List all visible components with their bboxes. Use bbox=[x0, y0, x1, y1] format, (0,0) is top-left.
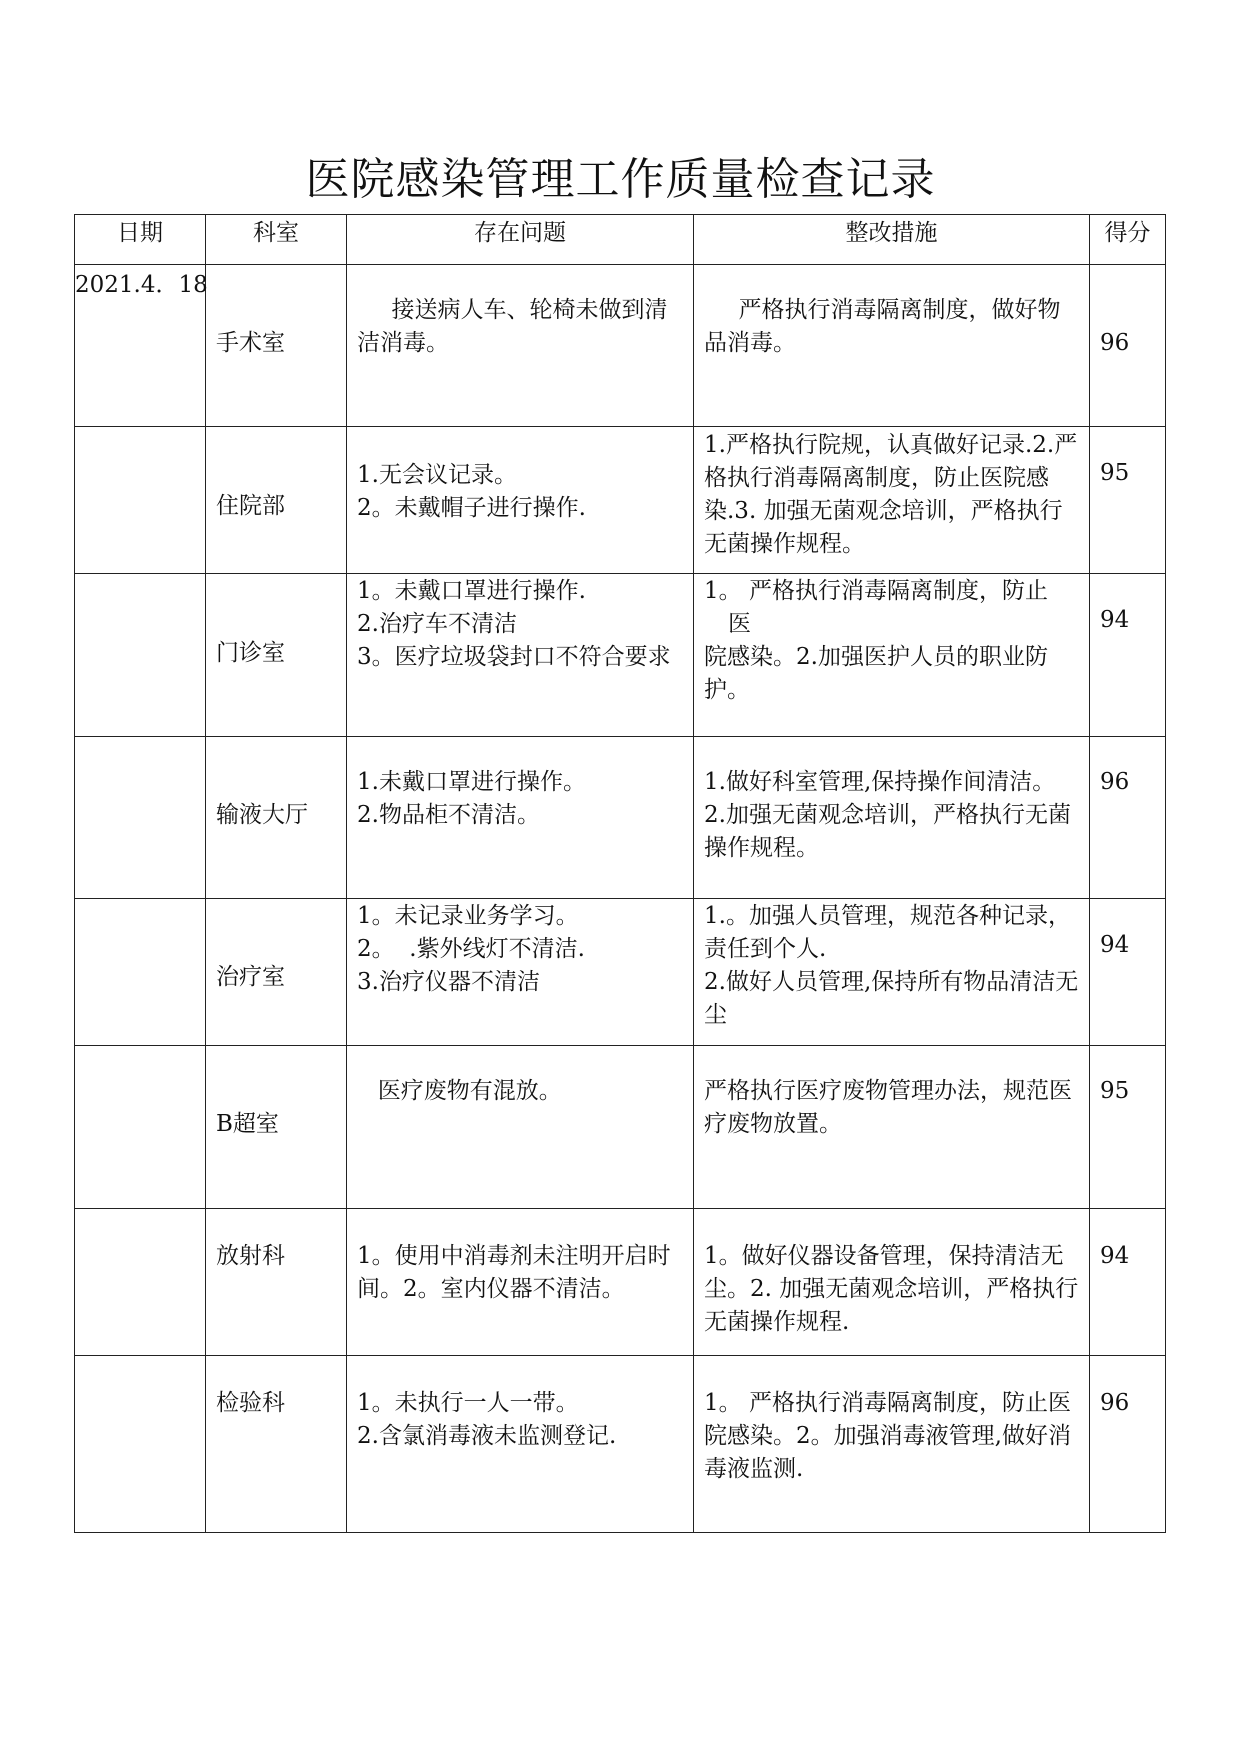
problem-line: 1。未执行一人一带。 bbox=[357, 1390, 579, 1416]
measure-cell: 1.严格执行院规，认真做好记录.2.严格执行消毒隔离制度，防止医院感染.3. 加强无菌观念培训，严格执行无菌操作规程。 bbox=[694, 427, 1090, 574]
measure-cell: 严格执行消毒隔离制度，做好物品消毒。 bbox=[694, 265, 1090, 427]
measure-line: 2.做好人员管理,保持所有物品清洁无尘 bbox=[704, 969, 1079, 1028]
score-cell: 94 bbox=[1090, 574, 1166, 737]
problem-cell bbox=[347, 1356, 694, 1533]
measure-line: 院感染。2.加强医护人员的职业防护。 bbox=[704, 644, 1048, 703]
dept-cell: 输液大厅 bbox=[206, 737, 347, 899]
table-row bbox=[75, 265, 1166, 427]
problem-line: 1。未记录业务学习。 bbox=[357, 903, 579, 929]
measure-cell bbox=[694, 899, 1090, 1046]
score-cell: 95 bbox=[1090, 1046, 1166, 1209]
table-row bbox=[75, 737, 1166, 899]
problem-line: 1.无会议记录。 bbox=[357, 462, 517, 488]
measure-cell bbox=[694, 574, 1090, 737]
measure-line: 医 bbox=[728, 611, 751, 637]
problem-line: 2.物品柜不清洁。 bbox=[357, 802, 540, 828]
problem-cell: 1。使用中消毒剂未注明开启时间。2。室内仪器不清洁。 bbox=[347, 1209, 694, 1356]
problem-cell: 接送病人车、轮椅未做到清洁消毒。 bbox=[347, 265, 694, 427]
score-cell: 94 bbox=[1090, 899, 1166, 1046]
date-cell bbox=[75, 427, 206, 574]
date-cell bbox=[75, 1046, 206, 1209]
score-cell: 96 bbox=[1090, 737, 1166, 899]
measure-cell bbox=[694, 737, 1090, 899]
dept-cell: 治疗室 bbox=[206, 899, 347, 1046]
dept-cell: 门诊室 bbox=[206, 574, 347, 737]
header-date: 日期 bbox=[75, 215, 206, 265]
dept-cell: 放射科 bbox=[206, 1209, 347, 1356]
measure-cell: 1。做好仪器设备管理，保持清洁无尘。2. 加强无菌观念培训，严格执行无菌操作规程. bbox=[694, 1209, 1090, 1356]
score-cell: 96 bbox=[1090, 265, 1166, 427]
measure-line: 2.加强无菌观念培训，严格执行无菌操作规程。 bbox=[704, 802, 1071, 861]
measure-line: 1.。加强人员管理，规范各种记录，责任到个人. bbox=[704, 903, 1071, 962]
inspection-record-table bbox=[74, 214, 1166, 1533]
page-title: 医院感染管理工作质量检查记录 bbox=[305, 154, 936, 205]
dept-cell: 检验科 bbox=[206, 1356, 347, 1533]
problem-line: 3.治疗仪器不清洁 bbox=[357, 969, 540, 995]
score-cell: 95 bbox=[1090, 427, 1166, 574]
table-row bbox=[75, 1046, 1166, 1209]
date-cell bbox=[75, 899, 206, 1046]
date-cell bbox=[75, 574, 206, 737]
problem-cell: 医疗废物有混放。 bbox=[347, 1046, 694, 1209]
dept-cell: 住院部 bbox=[206, 427, 347, 574]
problem-line: 3。医疗垃圾袋封口不符合要求 bbox=[357, 644, 671, 670]
problem-line: 2.含氯消毒液未监测登记. bbox=[357, 1423, 617, 1449]
problem-line: 2。 .紫外线灯不清洁. bbox=[357, 936, 585, 962]
problem-line: 1。未戴口罩进行操作. bbox=[357, 578, 586, 604]
table-row bbox=[75, 427, 1166, 574]
problem-cell bbox=[347, 574, 694, 737]
problem-line: 1.未戴口罩进行操作。 bbox=[357, 769, 586, 795]
measure-cell: 1。 严格执行消毒隔离制度，防止医院感染。2。加强消毒液管理,做好消毒液监测. bbox=[694, 1356, 1090, 1533]
measure-line: 1.做好科室管理,保持操作间清洁。 bbox=[704, 769, 1056, 795]
date-cell: 2021.4．18 bbox=[75, 265, 206, 427]
problem-cell bbox=[347, 899, 694, 1046]
dept-cell: B超室 bbox=[206, 1046, 347, 1209]
problem-cell bbox=[347, 737, 694, 899]
table-row bbox=[75, 899, 1166, 1046]
measure-cell: 严格执行医疗废物管理办法，规范医疗废物放置。 bbox=[694, 1046, 1090, 1209]
date-cell bbox=[75, 1209, 206, 1356]
table-row bbox=[75, 574, 1166, 737]
table-row bbox=[75, 1356, 1166, 1533]
header-dept: 科室 bbox=[206, 215, 347, 265]
problem-line: 2.治疗车不清洁 bbox=[357, 611, 517, 637]
header-problem: 存在问题 bbox=[347, 215, 694, 265]
header-score: 得分 bbox=[1090, 215, 1166, 265]
score-cell: 96 bbox=[1090, 1356, 1166, 1533]
dept-cell: 手术室 bbox=[206, 265, 347, 427]
date-cell bbox=[75, 1356, 206, 1533]
problem-line: 2。未戴帽子进行操作. bbox=[357, 495, 586, 521]
measure-line: 1。 严格执行消毒隔离制度，防止 bbox=[704, 578, 1048, 604]
table-row bbox=[75, 1209, 1166, 1356]
date-cell bbox=[75, 737, 206, 899]
header-measure: 整改措施 bbox=[694, 215, 1090, 265]
score-cell: 94 bbox=[1090, 1209, 1166, 1356]
problem-cell bbox=[347, 427, 694, 574]
header-row bbox=[75, 215, 1166, 265]
